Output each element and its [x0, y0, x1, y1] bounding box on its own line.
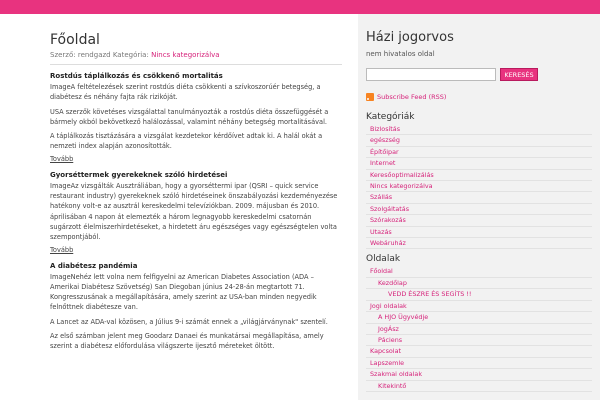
post-meta [50, 50, 342, 60]
post-paragraph: ImageA feltételezések szerint rostdús diéta csökkenti a szívkoszorúér betegség, a diabétesz és néhány fajta rák rizikóját. [50, 83, 321, 102]
page-item[interactable]: JogÁsz [366, 324, 592, 335]
pages-title: Oldalak [366, 254, 401, 265]
page-title: Főoldal [50, 32, 100, 48]
post-paragraph: ImageNehéz lett volna nem felfigyelni az American Diabetes Association (ADA – Amerikai Diabétesz Szövetség) San Diegoban június 24-28-án megtartott 71. Kongresszusának a megállapítására, amely szerint az USA-ban minden negyedik felnőttnek diabétesze van. [50, 272, 317, 312]
post-title[interactable]: A diabétesz pandémia [50, 261, 138, 270]
category-item[interactable]: Bizlosítás [366, 124, 592, 135]
post-diabetes [50, 261, 342, 352]
category-item[interactable]: Webáruház [366, 238, 592, 249]
category-item[interactable]: egészség [366, 135, 592, 146]
page-item[interactable]: Főoldal [366, 266, 592, 277]
post-title[interactable]: Rostdús táplálkozás és csökkenő mortalitás [50, 72, 223, 80]
read-more-link[interactable]: Tovább [50, 245, 74, 254]
pages-list [366, 266, 592, 391]
feed-label: Subscribe Feed (RSS) [377, 93, 447, 101]
page-item[interactable]: Páciens [366, 335, 592, 346]
post-paragraph: ImageAz vizsgálták Ausztráliában, hogy a gyorséttermi ipar (QSRI – quick service restaurant industry) gyerekeknek szóló hirdetéseinek önszabályozási kezdeményezése hatékony volt-e az ausztrál kereskedelmi televíziókban. 2009. májusban és 2010. áprilisában 4 napon át elemezték a három legnagyobb kereskedelmi csatornán sugárzott élelmiszerhirdetéseket, a hirdetett áru egészséges vagy egészségtelen volta szempontjából. [50, 181, 338, 242]
category-item[interactable]: Szolgáltatás [366, 204, 592, 215]
page-item[interactable]: A HJO Ügyvédje [366, 312, 592, 323]
search-input[interactable] [366, 68, 496, 81]
page-item[interactable]: Kitekintő [366, 381, 592, 392]
post-paragraph: Az első számban jelent meg Goodarz Danaei és munkatársai megállapítása, amely szerint a diabétesz előfordulása világszerte ijesztő méreteket öltött. [50, 332, 324, 351]
meta-category-link[interactable]: Nincs kategorizálva [151, 51, 220, 59]
post-title[interactable]: Gyorséttermek gyerekeknek szóló hirdetései [50, 170, 228, 179]
category-item[interactable]: Szórakozás [366, 215, 592, 226]
rss-feed-link[interactable] [366, 93, 592, 101]
read-more-link[interactable]: Tovább [50, 154, 74, 163]
categories-list [366, 124, 592, 249]
post-fastfood [50, 170, 342, 255]
post-paragraph: A Lancet az ADA-val közösen, a Július 9-i számát ennek a „világjárványnak" szentelí. [50, 317, 328, 326]
categories-title: Kategóriák [366, 112, 415, 122]
post-fiber [50, 71, 342, 164]
page-item[interactable]: Lapszemle [366, 358, 592, 369]
page-item[interactable]: VEDD ÉSZRE ÉS SEGÍTS !! [366, 289, 592, 300]
top-accent-bar [0, 0, 600, 14]
meta-prefix: Szerző: rendgazd Kategória: [50, 51, 149, 59]
page-item[interactable]: Szakmai oldalak [366, 369, 592, 380]
main-content [50, 32, 342, 356]
post-paragraph: A táplálkozás tisztázására a vizsgálat kezdetekor kérdőívet adtak ki. A halál okát a nemzeti index alapján azonosították. [50, 132, 323, 151]
category-item[interactable]: Keresőoptimalizálás [366, 170, 592, 181]
page-item[interactable]: Kapcsolat [366, 346, 592, 357]
site-description: nem hivatalos oldal [366, 50, 435, 58]
category-item[interactable]: Nincs kategorizálva [366, 181, 592, 192]
post-paragraph: USA szerzők követéses vizsgálattal tanulmányozták a rostdús diéta összefüggését a bármely okból bekövetkező halálozással, valamint néhány betegség mortalitásával. [50, 107, 329, 126]
category-item[interactable]: Utazás [366, 227, 592, 238]
rss-icon [366, 93, 374, 101]
category-item[interactable]: Építőipar [366, 147, 592, 158]
page-item[interactable]: Jogi oldalak [366, 301, 592, 312]
page-item[interactable]: Kezdőlap [366, 278, 592, 289]
sidebar [358, 14, 600, 400]
category-item[interactable]: Szállás [366, 192, 592, 203]
title-divider [50, 64, 342, 65]
site-title[interactable]: Házi jogorvos [366, 30, 454, 45]
search-button[interactable]: KERESÉS [500, 68, 538, 81]
search-form [366, 68, 592, 81]
category-item[interactable]: Internet [366, 158, 592, 169]
